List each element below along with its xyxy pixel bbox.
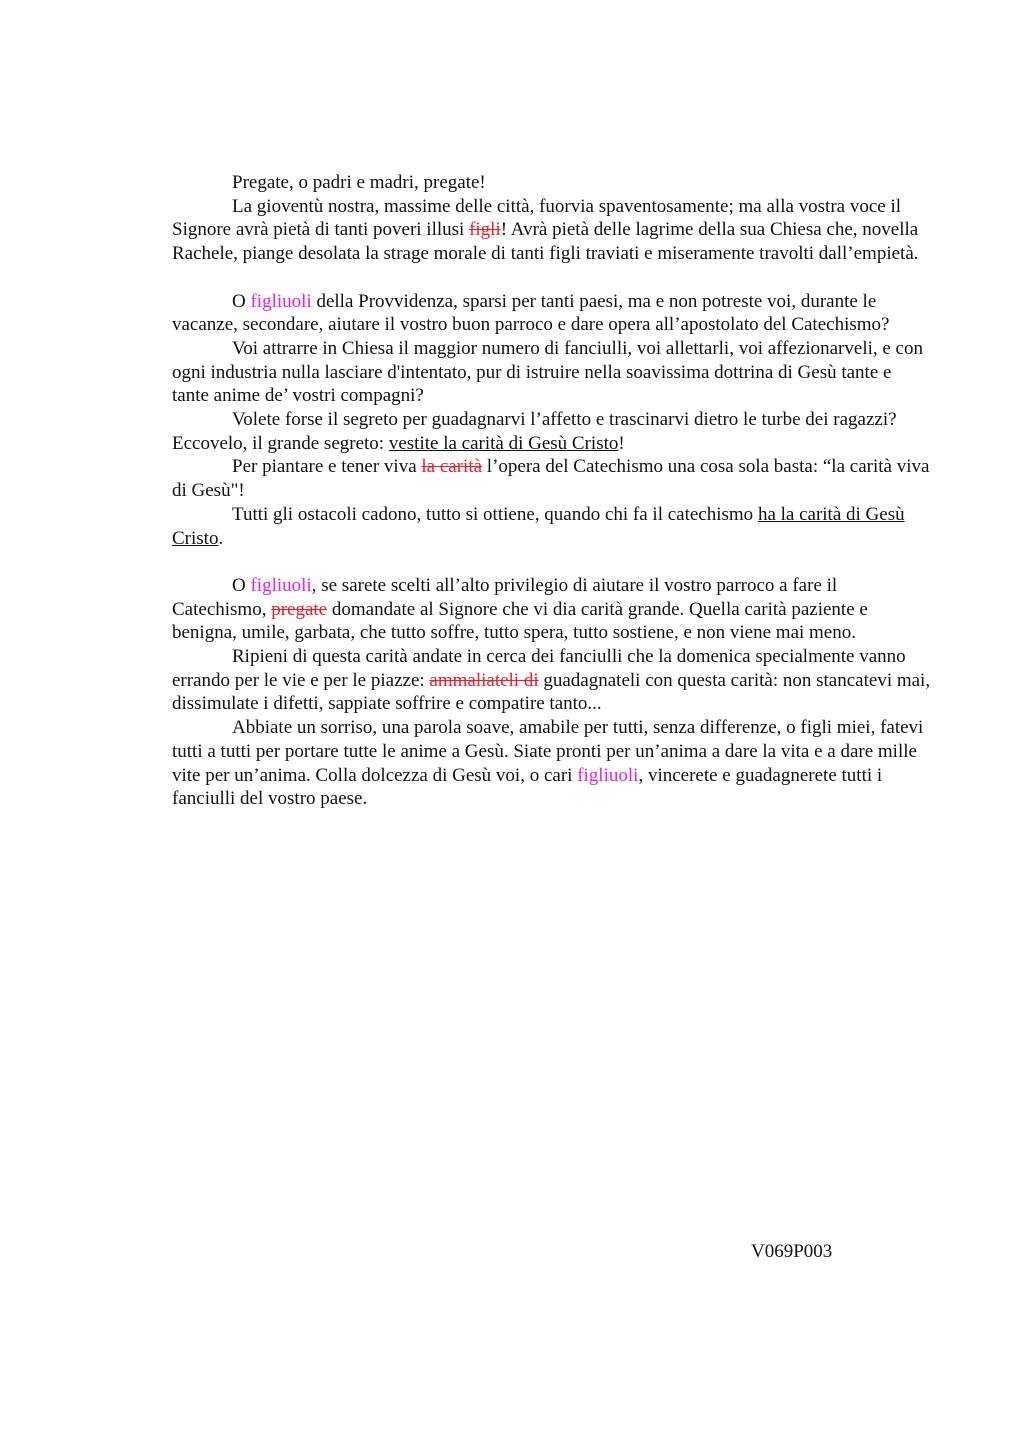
- deleted-word: pregate: [271, 598, 328, 620]
- paragraph-1-text: Pregate, o padri e madri, pregate!: [232, 172, 486, 193]
- paragraph-10-text-a: Abbiate un sorriso, una parola soave, amabile per tutti, senza differenze, o figli miei, fatevi tutti a tutti per portare tutte le anime a Gesù. Siate pronti per un’anima a dare la vita e a dare mille vite per un’anima. Colla dolcezza di Gesù voi, o cari: [172, 717, 924, 786]
- paragraph-5-text-b: !: [618, 432, 625, 454]
- highlighted-word: figliuoli: [250, 290, 312, 312]
- paragraph-9-text-a: Ripieni di questa carità andate in cerca dei fanciulli che la domenica specialmente vanno errando per le vie e per le piazze:: [172, 646, 906, 691]
- paragraph-10-text-b: , vincerete e guadagnerete tutti i fanciulli del vostro paese.: [172, 764, 883, 810]
- paragraph-1: [172, 171, 932, 195]
- paragraph-3-text-a: O: [232, 290, 251, 312]
- paragraph-7: [172, 503, 932, 550]
- paragraph-8: [172, 574, 932, 645]
- deleted-word: figli: [469, 219, 501, 241]
- page-code: V069P003: [751, 1241, 833, 1262]
- highlighted-word: figliuoli: [250, 574, 312, 596]
- paragraph-5: [172, 408, 932, 455]
- paragraph-7-text-b: .: [218, 527, 224, 549]
- paragraph-6-text-a: Per piantare e tener viva: [232, 456, 422, 478]
- paragraph-4: [172, 337, 932, 408]
- paragraph-5-text-a: Volete forse il segreto per guadagnarvi l’affetto e trascinarvi dietro le turbe dei ragazzi? Eccovelo, il grande segreto:: [172, 409, 897, 454]
- paragraph-4-text: Voi attrarre in Chiesa il maggior numero di fanciulli, voi allettarli, voi affezionarveli, e con ogni industria nulla lasciare d'intentato, pur di istruire nella soavissima dottrina di Gesù tante e tante anime de’ vostri compagni?: [172, 337, 923, 407]
- paragraph-8-text-b: , se sarete scelti all’alto privilegio di aiutare il vostro parroco a fare il Catechismo,: [172, 574, 838, 620]
- paragraph-6-text-b: l’opera del Catechismo una cosa sola basta: “la carità viva di Gesù"!: [172, 456, 930, 502]
- paragraph-7-text-a: Tutti gli ostacoli cadono, tutto si ottiene, quando chi fa il catechismo: [232, 503, 758, 525]
- paragraph-8-text-a: O: [232, 574, 251, 596]
- paragraph-6: [172, 455, 932, 502]
- underlined-phrase: ha la carità di Gesù Cristo: [172, 503, 905, 549]
- paragraph-2-text-a: La gioventù nostra, massime delle città, fuorvia spaventosamente; ma alla vostra voce il Signore avrà pietà di tanti poveri illusi: [172, 195, 902, 241]
- paragraph-3: [172, 290, 932, 337]
- paragraph-2-text-b: ! Avrà pietà delle lagrime della sua Chiesa che, novella Rachele, piange desolata la strage morale di tanti figli traviati e miseramente travolti dall’empietà.: [172, 219, 919, 265]
- paragraph-9: [172, 645, 932, 716]
- document-body: [172, 171, 932, 811]
- paragraph-8-text-c: domandate al Signore che vi dia carità grande. Quella carità paziente e benigna, umile, garbata, che tutto soffre, tutto spera, tutto sostiene, e non viene mai meno.: [172, 598, 868, 644]
- paragraph-2: [172, 195, 932, 266]
- deleted-phrase: la carità: [421, 456, 483, 478]
- paragraph-10: [172, 716, 932, 811]
- paragraph-spacer: [172, 266, 932, 290]
- paragraph-9-text-b: guadagnateli con questa carità: non stancatevi mai, dissimulate i difetti, sappiate soffrire e compatire tanto...: [172, 669, 931, 715]
- paragraph-3-text-b: della Provvidenza, sparsi per tanti paesi, ma e non potreste voi, durante le vacanze, secondare, aiutare il vostro buon parroco e dare opera all’apostolato del Catechismo?: [172, 290, 890, 336]
- underlined-phrase: vestite la carità di Gesù Cristo: [388, 432, 619, 454]
- paragraph-spacer: [172, 550, 932, 574]
- deleted-phrase: ammaliateli di: [429, 669, 539, 691]
- highlighted-word: figliuoli: [577, 764, 639, 786]
